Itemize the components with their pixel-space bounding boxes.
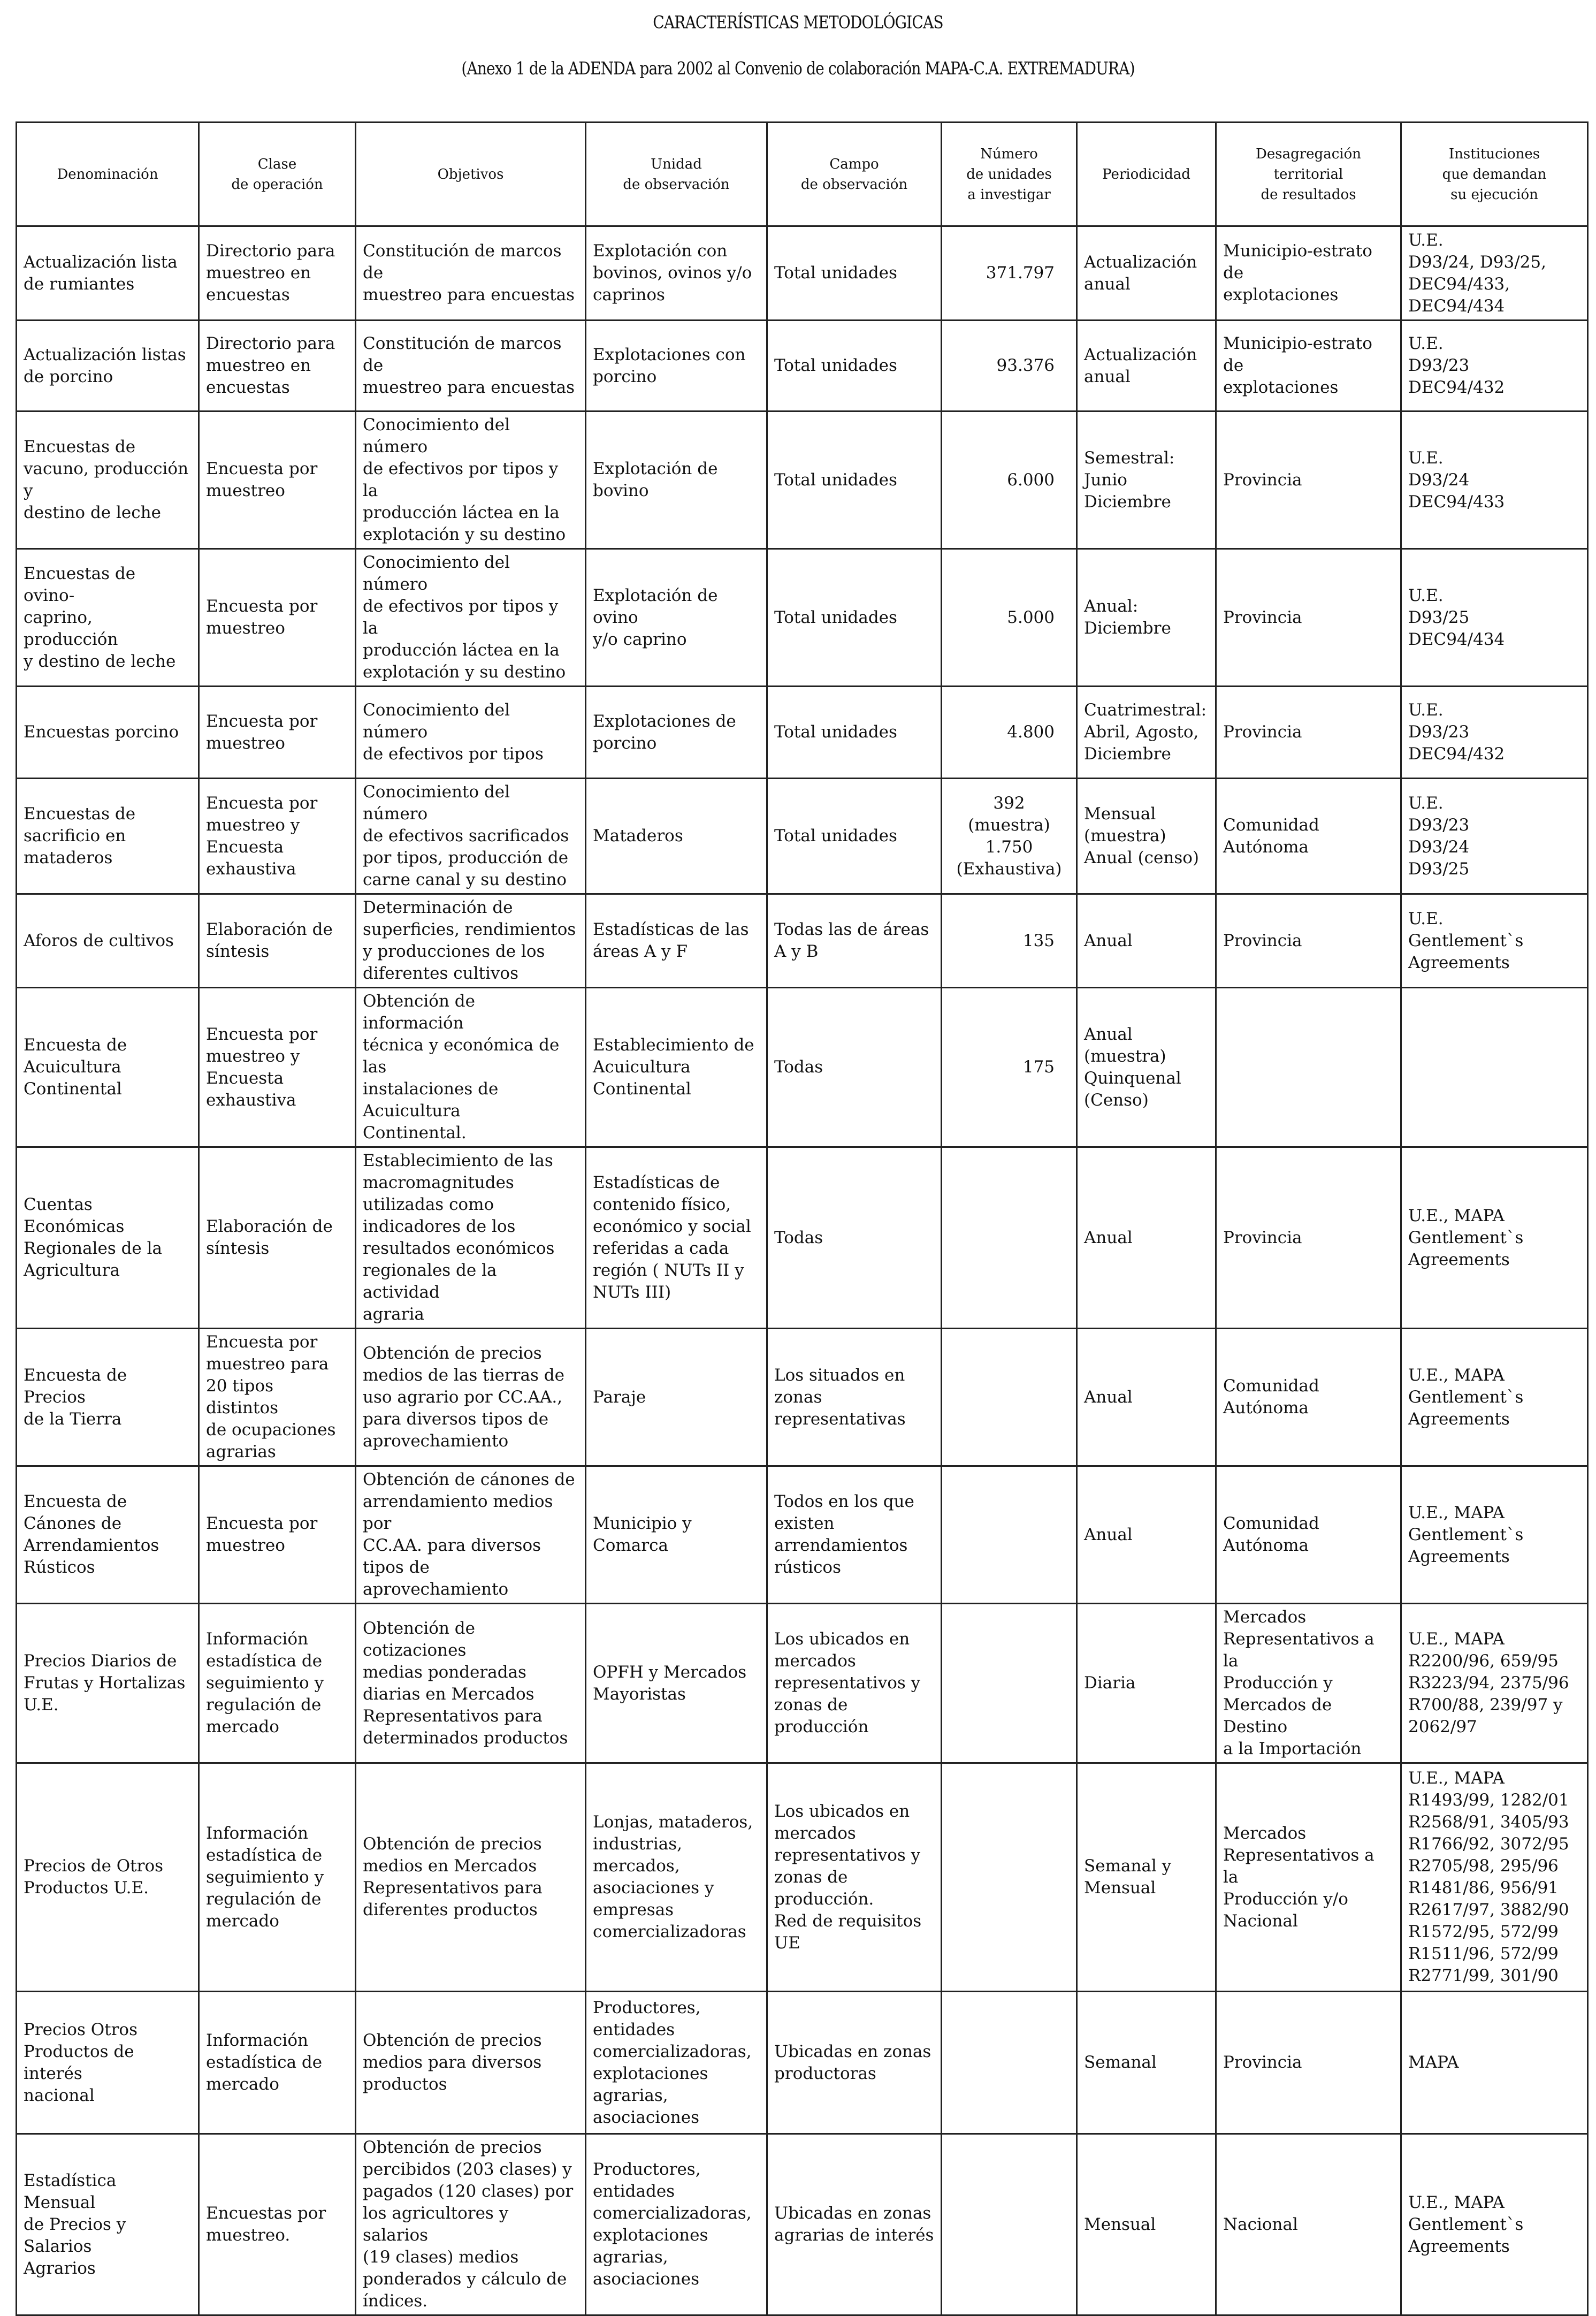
cell-campo-observacion: Todas — [767, 988, 942, 1147]
cell-periodicidad: Diaria — [1077, 1604, 1216, 1763]
cell-desagregacion-territorial: Provincia — [1216, 1992, 1401, 2134]
cell-numero-unidades: 4.800 — [942, 687, 1077, 779]
cell-campo-observacion: Total unidades — [767, 412, 942, 549]
cell-denominacion: Actualización listas de porcino — [17, 321, 199, 412]
cell-instituciones: U.E. D93/23 DEC94/432 — [1401, 687, 1588, 779]
cell-unidad-observacion: Estadísticas de contenido físico, económico y social referidas a cada región ( NUTs II y NUTs III) — [586, 1147, 767, 1329]
cell-instituciones: U.E. D93/24 DEC94/433 — [1401, 412, 1588, 549]
cell-campo-observacion: Total unidades — [767, 549, 942, 687]
cell-periodicidad: Actualización anual — [1077, 321, 1216, 412]
cell-unidad-observacion: Productores, entidades comercializadoras, explotaciones agrarias, asociaciones — [586, 2134, 767, 2315]
document-subtitle: (Anexo 1 de la ADENDA para 2002 al Convenio de colaboración MAPA-C.A. EXTREMADURA) — [461, 58, 1135, 79]
cell-objetivos: Obtención de información técnica y económica de las instalaciones de Acuicultura Continental. — [356, 988, 586, 1147]
cell-clase-operacion: Encuesta por muestreo — [199, 1466, 356, 1604]
cell-objetivos: Constitución de marcos de muestreo para encuestas — [356, 321, 586, 412]
cell-objetivos: Conocimiento del número de efectivos por tipos — [356, 687, 586, 779]
cell-campo-observacion: Los ubicados en mercados representativos y zonas de producción — [767, 1604, 942, 1763]
cell-campo-observacion: Total unidades — [767, 779, 942, 894]
cell-objetivos: Obtención de precios medios de las tierras de uso agrario por CC.AA., para diversos tipos de aprovechamiento — [356, 1329, 586, 1466]
cell-numero-unidades: 93.376 — [942, 321, 1077, 412]
cell-desagregacion-territorial: Comunidad Autónoma — [1216, 779, 1401, 894]
column-header-periodicidad: Periodicidad — [1077, 123, 1216, 226]
cell-campo-observacion: Los situados en zonas representativas — [767, 1329, 942, 1466]
cell-desagregacion-territorial: Comunidad Autónoma — [1216, 1329, 1401, 1466]
cell-campo-observacion: Ubicadas en zonas agrarias de interés — [767, 2134, 942, 2315]
cell-objetivos: Determinación de superficies, rendimientos y producciones de los diferentes cultivos — [356, 894, 586, 988]
column-header-numero-unidades: Número de unidades a investigar — [942, 123, 1077, 226]
cell-periodicidad: Anual (muestra) Quinquenal (Censo) — [1077, 988, 1216, 1147]
cell-periodicidad: Anual — [1077, 1466, 1216, 1604]
cell-clase-operacion: Encuestas por muestreo. — [199, 2134, 356, 2315]
cell-campo-observacion: Todos en los que existen arrendamientos rústicos — [767, 1466, 942, 1604]
cell-denominacion: Aforos de cultivos — [17, 894, 199, 988]
cell-desagregacion-territorial: Mercados Representativos a la Producción y/o Nacional — [1216, 1763, 1401, 1992]
cell-denominacion: Encuestas de sacrificio en mataderos — [17, 779, 199, 894]
cell-numero-unidades — [942, 1992, 1077, 2134]
cell-objetivos: Conocimiento del número de efectivos por tipos y la producción láctea en la explotación y su destino — [356, 412, 586, 549]
methodology-table — [16, 121, 1589, 2316]
cell-clase-operacion: Encuesta por muestreo y Encuesta exhaustiva — [199, 988, 356, 1147]
cell-clase-operacion: Encuesta por muestreo — [199, 412, 356, 549]
cell-instituciones: U.E. D93/23 DEC94/432 — [1401, 321, 1588, 412]
cell-instituciones: U.E. D93/23 D93/24 D93/25 — [1401, 779, 1588, 894]
cell-denominacion: Precios Diarios de Frutas y Hortalizas U.E. — [17, 1604, 199, 1763]
column-header-desagregacion-territorial: Desagregación territorial de resultados — [1216, 123, 1401, 226]
column-header-unidad-observacion: Unidad de observación — [586, 123, 767, 226]
cell-periodicidad: Cuatrimestral: Abril, Agosto, Diciembre — [1077, 687, 1216, 779]
cell-instituciones: U.E., MAPA Gentlement`s Agreements — [1401, 1466, 1588, 1604]
table-header-row — [17, 123, 1588, 226]
cell-numero-unidades: 5.000 — [942, 549, 1077, 687]
cell-unidad-observacion: Establecimiento de Acuicultura Continental — [586, 988, 767, 1147]
cell-clase-operacion: Directorio para muestreo en encuestas — [199, 321, 356, 412]
cell-unidad-observacion: Municipio y Comarca — [586, 1466, 767, 1604]
cell-denominacion: Precios Otros Productos de interés nacional — [17, 1992, 199, 2134]
table-row — [17, 321, 1588, 412]
cell-desagregacion-territorial: Provincia — [1216, 687, 1401, 779]
table-row — [17, 1604, 1588, 1763]
cell-objetivos: Obtención de precios medios en Mercados Representativos para diferentes productos — [356, 1763, 586, 1992]
cell-numero-unidades — [942, 1147, 1077, 1329]
cell-desagregacion-territorial: Provincia — [1216, 1147, 1401, 1329]
cell-campo-observacion: Total unidades — [767, 321, 942, 412]
cell-periodicidad: Anual — [1077, 1329, 1216, 1466]
cell-instituciones: U.E. D93/25 DEC94/434 — [1401, 549, 1588, 687]
cell-campo-observacion: Todas las de áreas A y B — [767, 894, 942, 988]
cell-denominacion: Actualización lista de rumiantes — [17, 226, 199, 321]
cell-desagregacion-territorial — [1216, 988, 1401, 1147]
cell-clase-operacion: Elaboración de síntesis — [199, 894, 356, 988]
cell-clase-operacion: Encuesta por muestreo — [199, 549, 356, 687]
cell-unidad-observacion: Explotaciones de porcino — [586, 687, 767, 779]
table-row — [17, 687, 1588, 779]
cell-numero-unidades: 135 — [942, 894, 1077, 988]
table-row — [17, 1763, 1588, 1992]
cell-instituciones: U.E., MAPA Gentlement`s Agreements — [1401, 1329, 1588, 1466]
cell-unidad-observacion: Explotaciones con porcino — [586, 321, 767, 412]
cell-periodicidad: Mensual — [1077, 2134, 1216, 2315]
cell-unidad-observacion: Productores, entidades comercializadoras, explotaciones agrarias, asociaciones — [586, 1992, 767, 2134]
cell-instituciones: U.E., MAPA R2200/96, 659/95 R3223/94, 2375/96 R700/88, 239/97 y 2062/97 — [1401, 1604, 1588, 1763]
cell-clase-operacion: Encuesta por muestreo y Encuesta exhaustiva — [199, 779, 356, 894]
cell-unidad-observacion: Paraje — [586, 1329, 767, 1466]
cell-denominacion: Encuestas porcino — [17, 687, 199, 779]
cell-unidad-observacion: Estadísticas de las áreas A y F — [586, 894, 767, 988]
cell-desagregacion-territorial: Mercados Representativos a la Producción y Mercados de Destino a la Importación — [1216, 1604, 1401, 1763]
cell-objetivos: Conocimiento del número de efectivos por tipos y la producción láctea en la explotación y su destino — [356, 549, 586, 687]
cell-objetivos: Obtención de cánones de arrendamiento medios por CC.AA. para diversos tipos de aprovechamiento — [356, 1466, 586, 1604]
column-header-denominacion: Denominación — [17, 123, 199, 226]
cell-instituciones: U.E., MAPA Gentlement`s Agreements — [1401, 2134, 1588, 2315]
table-row — [17, 988, 1588, 1147]
cell-unidad-observacion: OPFH y Mercados Mayoristas — [586, 1604, 767, 1763]
cell-desagregacion-territorial: Provincia — [1216, 549, 1401, 687]
cell-periodicidad: Semestral: Junio Diciembre — [1077, 412, 1216, 549]
cell-numero-unidades — [942, 1329, 1077, 1466]
table-row — [17, 1466, 1588, 1604]
cell-denominacion: Encuesta de Acuicultura Continental — [17, 988, 199, 1147]
cell-unidad-observacion: Explotación con bovinos, ovinos y/o caprinos — [586, 226, 767, 321]
cell-instituciones — [1401, 988, 1588, 1147]
cell-periodicidad: Semanal y Mensual — [1077, 1763, 1216, 1992]
cell-periodicidad: Actualización anual — [1077, 226, 1216, 321]
cell-desagregacion-territorial: Nacional — [1216, 2134, 1401, 2315]
cell-denominacion: Cuentas Económicas Regionales de la Agricultura — [17, 1147, 199, 1329]
cell-numero-unidades: 175 — [942, 988, 1077, 1147]
cell-clase-operacion: Directorio para muestreo en encuestas — [199, 226, 356, 321]
cell-campo-observacion: Total unidades — [767, 687, 942, 779]
cell-campo-observacion: Total unidades — [767, 226, 942, 321]
cell-instituciones: U.E., MAPA Gentlement`s Agreements — [1401, 1147, 1588, 1329]
cell-unidad-observacion: Explotación de ovino y/o caprino — [586, 549, 767, 687]
cell-clase-operacion: Encuesta por muestreo — [199, 687, 356, 779]
column-header-objetivos: Objetivos — [356, 123, 586, 226]
cell-objetivos: Constitución de marcos de muestreo para encuestas — [356, 226, 586, 321]
cell-clase-operacion: Encuesta por muestreo para 20 tipos distintos de ocupaciones agrarias — [199, 1329, 356, 1466]
table-row — [17, 1329, 1588, 1466]
cell-objetivos: Establecimiento de las macromagnitudes utilizadas como indicadores de los resultados económicos regionales de la actividad agraria — [356, 1147, 586, 1329]
cell-campo-observacion: Los ubicados en mercados representativos y zonas de producción. Red de requisitos UE — [767, 1763, 942, 1992]
cell-numero-unidades: 392 (muestra) 1.750 (Exhaustiva) — [942, 779, 1077, 894]
cell-campo-observacion: Todas — [767, 1147, 942, 1329]
cell-desagregacion-territorial: Comunidad Autónoma — [1216, 1466, 1401, 1604]
cell-clase-operacion: Elaboración de síntesis — [199, 1147, 356, 1329]
cell-periodicidad: Semanal — [1077, 1992, 1216, 2134]
cell-unidad-observacion: Explotación de bovino — [586, 412, 767, 549]
cell-instituciones: MAPA — [1401, 1992, 1588, 2134]
cell-clase-operacion: Información estadística de mercado — [199, 1992, 356, 2134]
cell-unidad-observacion: Mataderos — [586, 779, 767, 894]
cell-denominacion: Encuesta de Precios de la Tierra — [17, 1329, 199, 1466]
table-row — [17, 2134, 1588, 2315]
cell-desagregacion-territorial: Provincia — [1216, 894, 1401, 988]
table-row — [17, 412, 1588, 549]
document-title: CARACTERÍSTICAS METODOLÓGICAS — [653, 12, 943, 33]
cell-desagregacion-territorial: Municipio-estrato de explotaciones — [1216, 321, 1401, 412]
table-row — [17, 894, 1588, 988]
cell-unidad-observacion: Lonjas, mataderos, industrias, mercados, asociaciones y empresas comercializadoras — [586, 1763, 767, 1992]
cell-numero-unidades: 6.000 — [942, 412, 1077, 549]
table-row — [17, 549, 1588, 687]
cell-numero-unidades — [942, 1466, 1077, 1604]
cell-clase-operacion: Información estadística de seguimiento y regulación de mercado — [199, 1763, 356, 1992]
cell-denominacion: Encuesta de Cánones de Arrendamientos Rústicos — [17, 1466, 199, 1604]
table-row — [17, 779, 1588, 894]
cell-periodicidad: Anual: Diciembre — [1077, 549, 1216, 687]
column-header-campo-observacion: Campo de observación — [767, 123, 942, 226]
cell-desagregacion-territorial: Municipio-estrato de explotaciones — [1216, 226, 1401, 321]
column-header-instituciones: Instituciones que demandan su ejecución — [1401, 123, 1588, 226]
cell-periodicidad: Mensual (muestra) Anual (censo) — [1077, 779, 1216, 894]
cell-denominacion: Estadística Mensual de Precios y Salarios Agrarios — [17, 2134, 199, 2315]
cell-desagregacion-territorial: Provincia — [1216, 412, 1401, 549]
column-header-clase-operacion: Clase de operación — [199, 123, 356, 226]
cell-numero-unidades: 371.797 — [942, 226, 1077, 321]
cell-objetivos: Obtención de cotizaciones medias ponderadas diarias en Mercados Representativos para determinados productos — [356, 1604, 586, 1763]
cell-periodicidad: Anual — [1077, 1147, 1216, 1329]
cell-clase-operacion: Información estadística de seguimiento y regulación de mercado — [199, 1604, 356, 1763]
cell-objetivos: Obtención de precios medios para diversos productos — [356, 1992, 586, 2134]
cell-denominacion: Encuestas de vacuno, producción y destino de leche — [17, 412, 199, 549]
cell-numero-unidades — [942, 2134, 1077, 2315]
cell-instituciones: U.E. D93/24, D93/25, DEC94/433, DEC94/434 — [1401, 226, 1588, 321]
cell-denominacion: Encuestas de ovino- caprino, producción y destino de leche — [17, 549, 199, 687]
cell-instituciones: U.E., MAPA R1493/99, 1282/01 R2568/91, 3405/93 R1766/92, 3072/95 R2705/98, 295/96 R1481/86, 956/91 R2617/97, 3882/90 R1572/95, 572/99 R1511/96, 572/99 R2771/99, 301/90 — [1401, 1763, 1588, 1992]
table-row — [17, 1147, 1588, 1329]
table-row — [17, 1992, 1588, 2134]
cell-objetivos: Obtención de precios percibidos (203 clases) y pagados (120 clases) por los agricultores y salarios (19 clases) medios ponderados y cálculo de índices. — [356, 2134, 586, 2315]
table-row — [17, 226, 1588, 321]
cell-periodicidad: Anual — [1077, 894, 1216, 988]
cell-denominacion: Precios de Otros Productos U.E. — [17, 1763, 199, 1992]
cell-campo-observacion: Ubicadas en zonas productoras — [767, 1992, 942, 2134]
cell-numero-unidades — [942, 1604, 1077, 1763]
cell-objetivos: Conocimiento del número de efectivos sacrificados por tipos, producción de carne canal y su destino — [356, 779, 586, 894]
cell-numero-unidades — [942, 1763, 1077, 1992]
cell-instituciones: U.E. Gentlement`s Agreements — [1401, 894, 1588, 988]
